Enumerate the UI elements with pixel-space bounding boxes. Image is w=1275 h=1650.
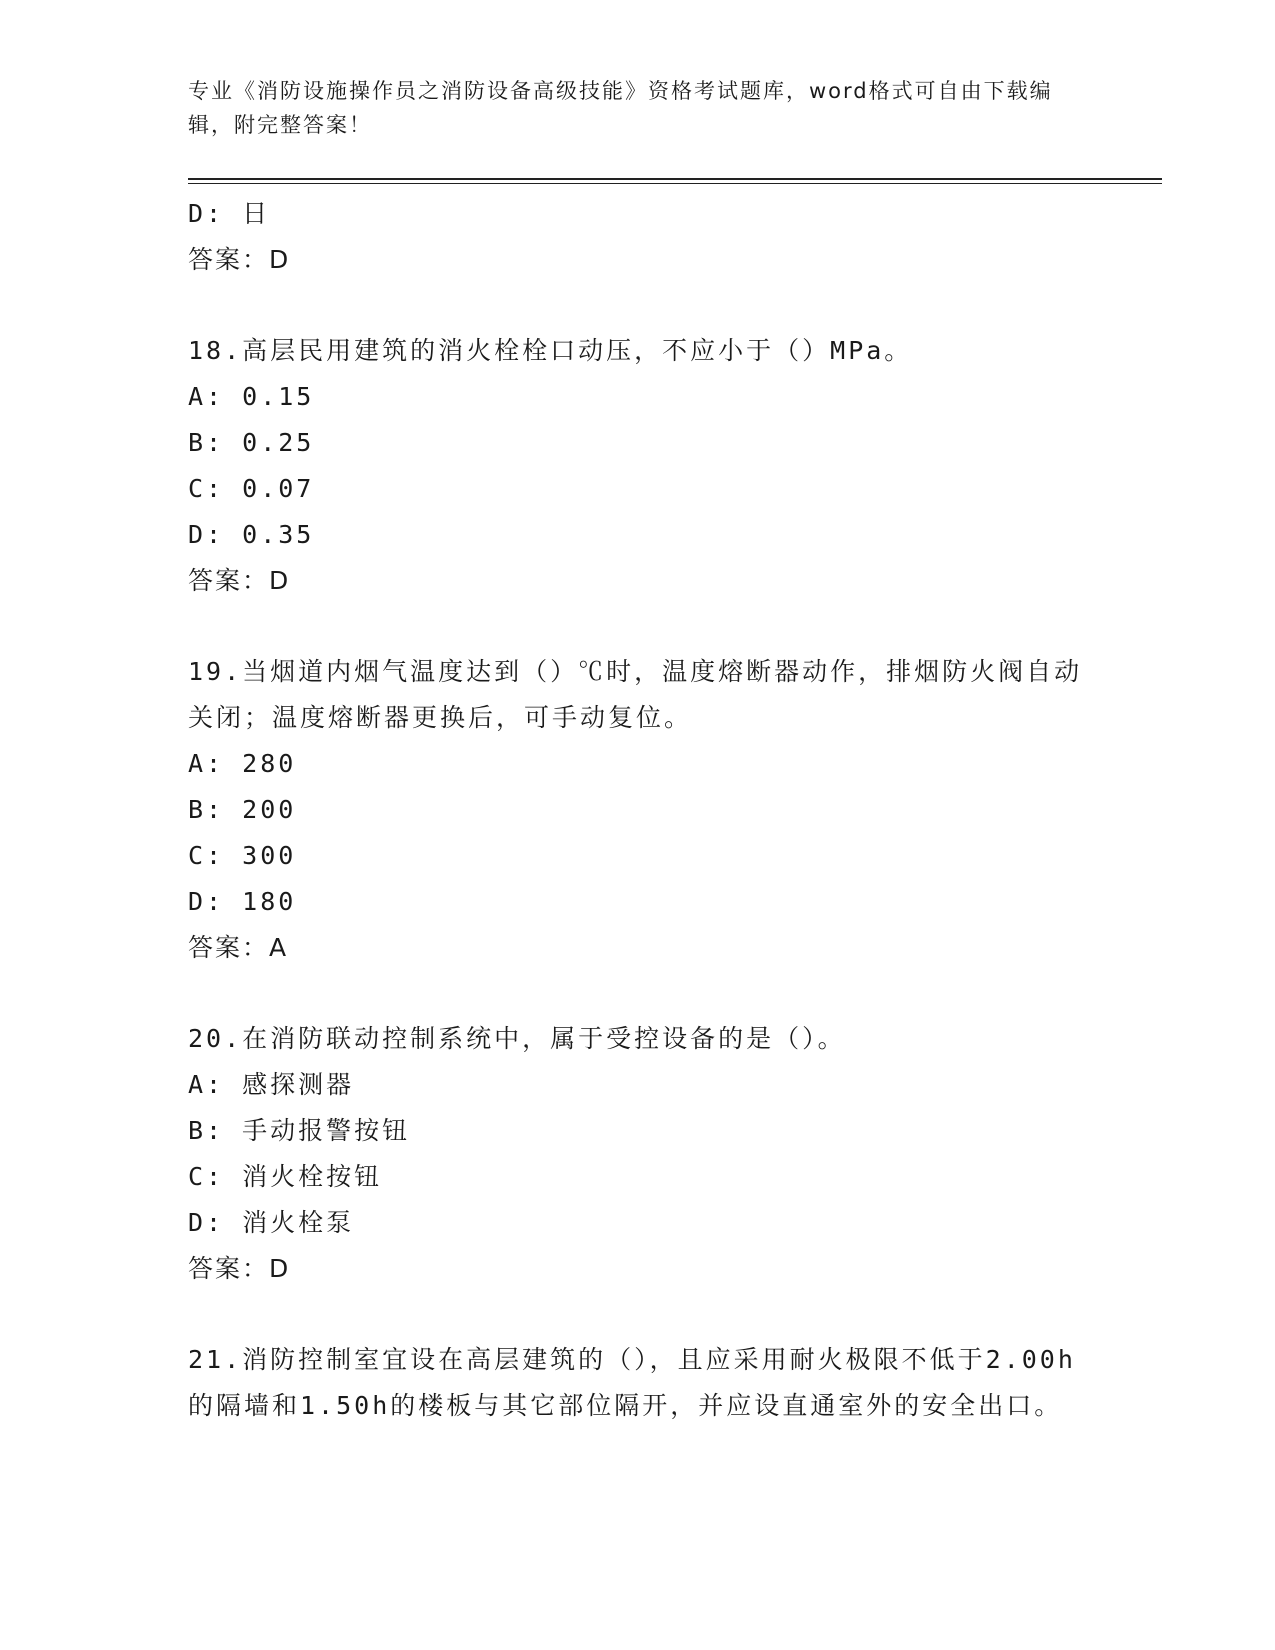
answer-line: 答案：D bbox=[188, 1254, 291, 1283]
answer-line: 答案：D bbox=[188, 566, 291, 595]
option-c: C: 300 bbox=[188, 841, 297, 870]
answer-line: 答案：A bbox=[188, 933, 289, 962]
question-17-remainder bbox=[188, 191, 1088, 283]
spacer bbox=[188, 283, 1088, 328]
option-b: B: 200 bbox=[188, 795, 297, 824]
answer-line: 答案：D bbox=[188, 245, 291, 274]
header-divider-thin bbox=[188, 183, 1162, 184]
question-stem: 20.在消防联动控制系统中，属于受控设备的是（）。 bbox=[188, 1024, 846, 1053]
option-b: B: 手动报警按钮 bbox=[188, 1116, 411, 1145]
option-a: A: 感探测器 bbox=[188, 1070, 355, 1099]
option-c: C: 0.07 bbox=[188, 474, 315, 503]
option-a: A: 280 bbox=[188, 749, 297, 778]
question-stem: 19.当烟道内烟气温度达到（）℃时，温度熔断器动作，排烟防火阀自动关闭；温度熔断器更换后，可手动复位。 bbox=[188, 657, 1083, 732]
spacer bbox=[188, 971, 1088, 1016]
spacer bbox=[188, 1292, 1088, 1337]
spacer bbox=[188, 604, 1088, 649]
option-c: C: 消火栓按钮 bbox=[188, 1162, 383, 1191]
question-list bbox=[188, 191, 1088, 1429]
option-d: D: 180 bbox=[188, 887, 297, 916]
question-18 bbox=[188, 328, 1088, 604]
header-divider-thick bbox=[188, 178, 1162, 180]
page-header bbox=[188, 74, 1088, 142]
question-stem: 21.消防控制室宜设在高层建筑的（），且应采用耐火极限不低于2.00h的隔墙和1.50h的楼板与其它部位隔开，并应设直通室外的安全出口。 bbox=[188, 1345, 1076, 1420]
option-b: B: 0.25 bbox=[188, 428, 315, 457]
option-d: D: 日 bbox=[188, 199, 271, 228]
option-d: D: 0.35 bbox=[188, 520, 315, 549]
header-text: 专业《消防设施操作员之消防设备高级技能》资格考试题库，word格式可自由下载编辑，附完整答案！ bbox=[188, 79, 1053, 137]
question-19 bbox=[188, 649, 1088, 971]
question-stem: 18.高层民用建筑的消火栓栓口动压，不应小于（）MPa。 bbox=[188, 336, 913, 365]
question-21 bbox=[188, 1337, 1088, 1429]
question-20 bbox=[188, 1016, 1088, 1292]
option-d: D: 消火栓泵 bbox=[188, 1208, 355, 1237]
option-a: A: 0.15 bbox=[188, 382, 315, 411]
